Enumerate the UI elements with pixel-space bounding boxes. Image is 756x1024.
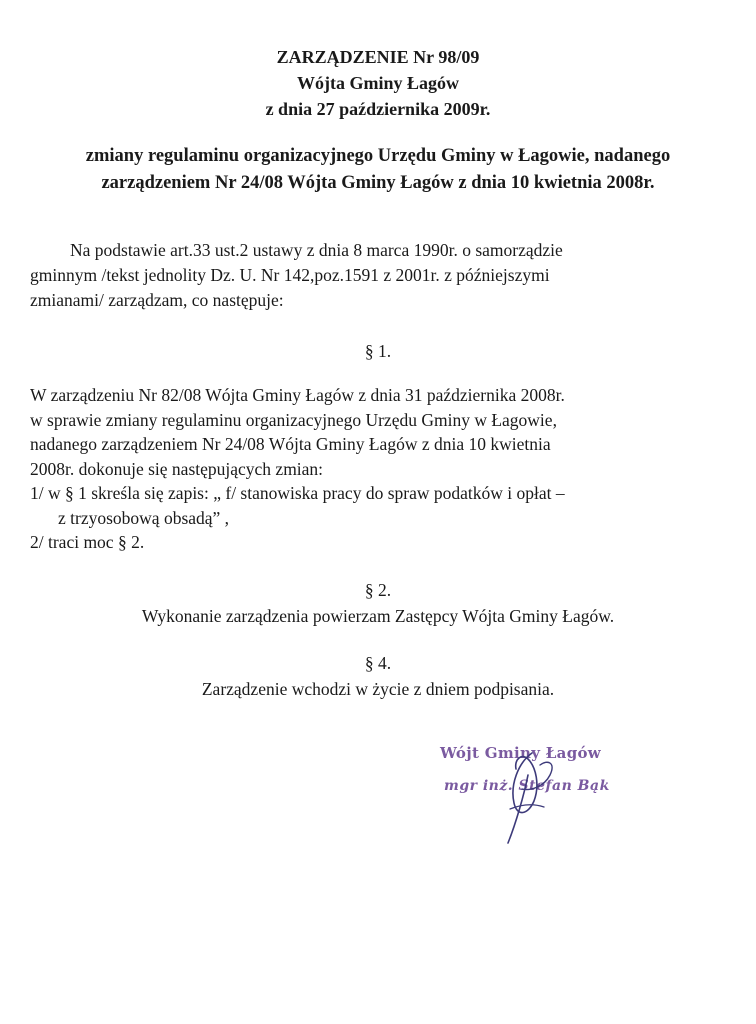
paragraph-sign-1: § 1. [364,341,392,361]
stamp-name: mgr inż. Stefan Bąk [444,778,610,794]
paragraph-sign-2: § 2. [364,580,392,600]
stamp-title: Wójt Gminy Łagów [440,744,602,762]
section-1-body [30,383,730,555]
preamble-line-3: zmianami/ zarządzam, co następuje: [30,290,284,310]
section-1-line: W zarządzeniu Nr 82/08 Wójta Gminy Łagów z dnia 31 października 2008r. [30,385,565,405]
section-1-line: w sprawie zmiany regulaminu organizacyjnego Urzędu Gminy w Łagowie, [30,409,557,430]
section-1-line: 2008r. dokonuje się następujących zmian: [30,458,324,479]
preamble [30,238,712,313]
section-1-item-1-cont: z trzyosobową obsadą” , [58,507,230,528]
paragraph-sign-4: § 4. [364,653,392,673]
section-1-line: nadanego zarządzeniem Nr 24/08 Wójta Gminy Łagów z dnia 10 kwietnia [30,434,551,454]
section-2-text: Wykonanie zarządzenia powierzam Zastępcy Wójta Gminy Łagów. [141,606,615,626]
handwritten-signature [470,745,590,855]
header-date: z dnia 27 października 2009r. [265,99,491,119]
subject-line-1: zmiany regulaminu organizacyjnego Urzędu Gminy w Łagowie, nadanego [85,146,671,166]
header-title: ZARZĄDZENIE Nr 98/09 [276,47,480,67]
document-subject [20,143,736,197]
document-header [0,44,756,122]
preamble-line-2: gminnym /tekst jednolity Dz. U. Nr 142,poz.1591 z 2001r. z późniejszymi [30,265,550,285]
section-4-text: Zarządzenie wchodzi w życie z dniem podpisania. [201,679,555,699]
header-issuer: Wójta Gminy Łagów [297,73,459,93]
subject-line-2: zarządzeniem Nr 24/08 Wójta Gminy Łagów z dnia 10 kwietnia 2008r. [101,173,655,193]
section-1-item-1: 1/ w § 1 skreśla się zapis: „ f/ stanowiska pracy do spraw podatków i opłat – [30,483,565,503]
section-1-item-2: 2/ traci moc § 2. [30,532,145,552]
preamble-line-1: Na podstawie art.33 ust.2 ustawy z dnia 8 marca 1990r. o samorządzie [70,240,563,260]
